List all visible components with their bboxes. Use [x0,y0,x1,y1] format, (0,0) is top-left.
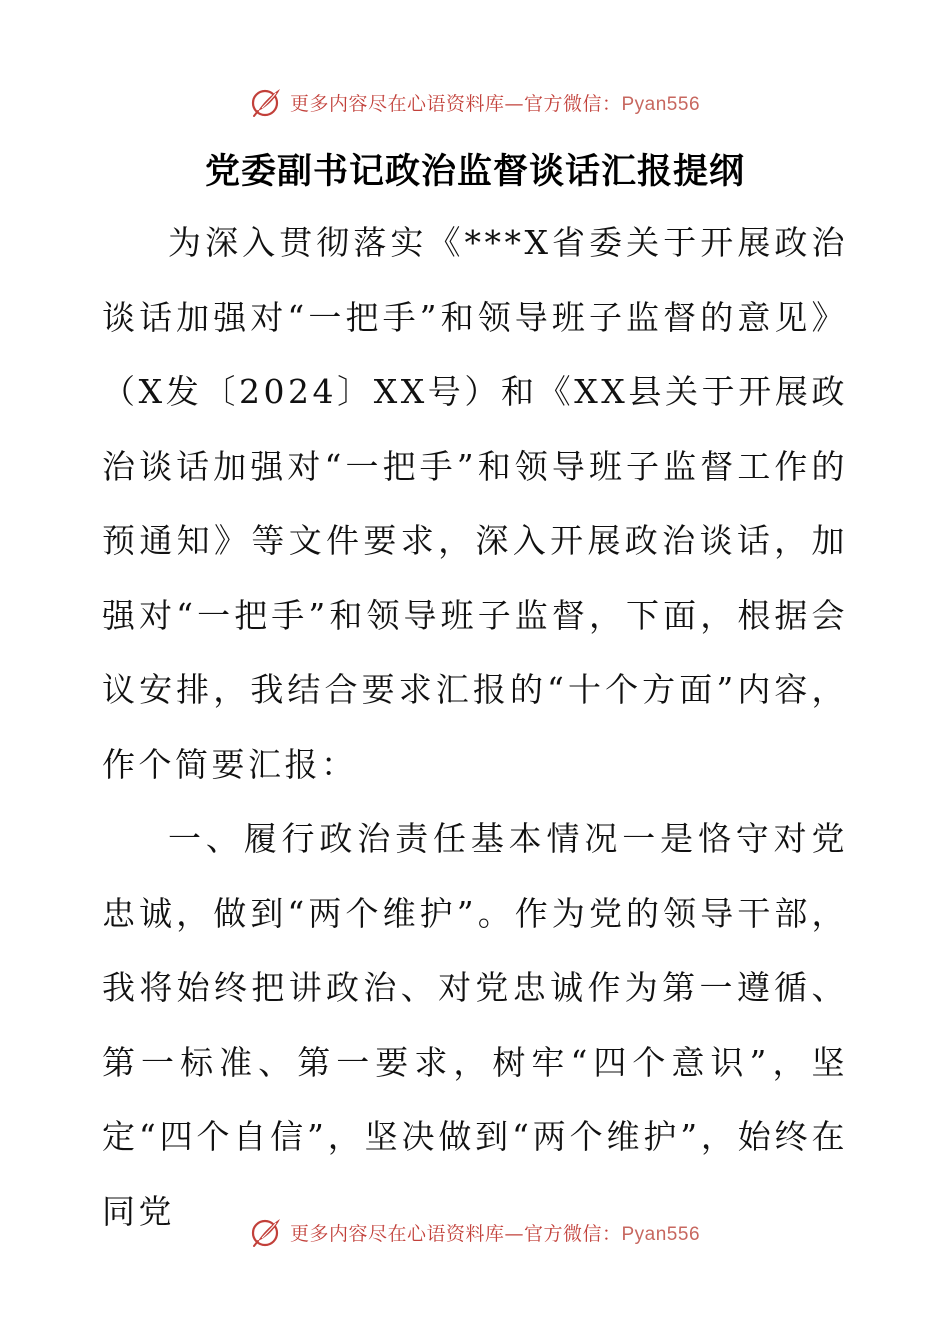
paragraph-intro: 为深入贯彻落实《***X省委关于开展政治谈话加强对“一把手”和领导班子监督的意见》（X发〔2024〕XX号）和《XX县关于开展政治谈话加强对“一把手”和领导班子监督工作的预通知》等文件要求，深入开展政治谈话，加强对“一把手”和领导班子监督，下面，根据会议安排，我结合要求汇报的“十个方面”内容，作个简要汇报： [102,223,848,784]
watermark-label: 更多内容尽在心语资料库—官方微信： [289,1222,622,1245]
watermark-text [290,89,700,116]
document-title: 党委副书记政治监督谈话汇报提纲 [204,152,745,192]
watermark-label: 更多内容尽在心语资料库—官方微信： [289,92,622,115]
header-watermark [0,82,950,122]
watermark-text [290,1219,700,1246]
document-body [102,206,848,1249]
paragraph-section-one: 一、履行政治责任基本情况一是恪守对党忠诚，做到“两个维护”。作为党的领导干部，我将始终把讲政治、对党忠诚作为第一遵循、第一标准、第一要求，树牢“四个意识”，坚定“四个自信”，坚决做到“两个维护”，始终在同党 [102,819,848,1231]
watermark-contact: Pyan556 [621,93,701,115]
quill-logo-icon [250,85,284,119]
watermark-contact: Pyan556 [621,1223,701,1245]
footer-watermark [0,1212,950,1252]
quill-logo-icon [250,1215,284,1249]
